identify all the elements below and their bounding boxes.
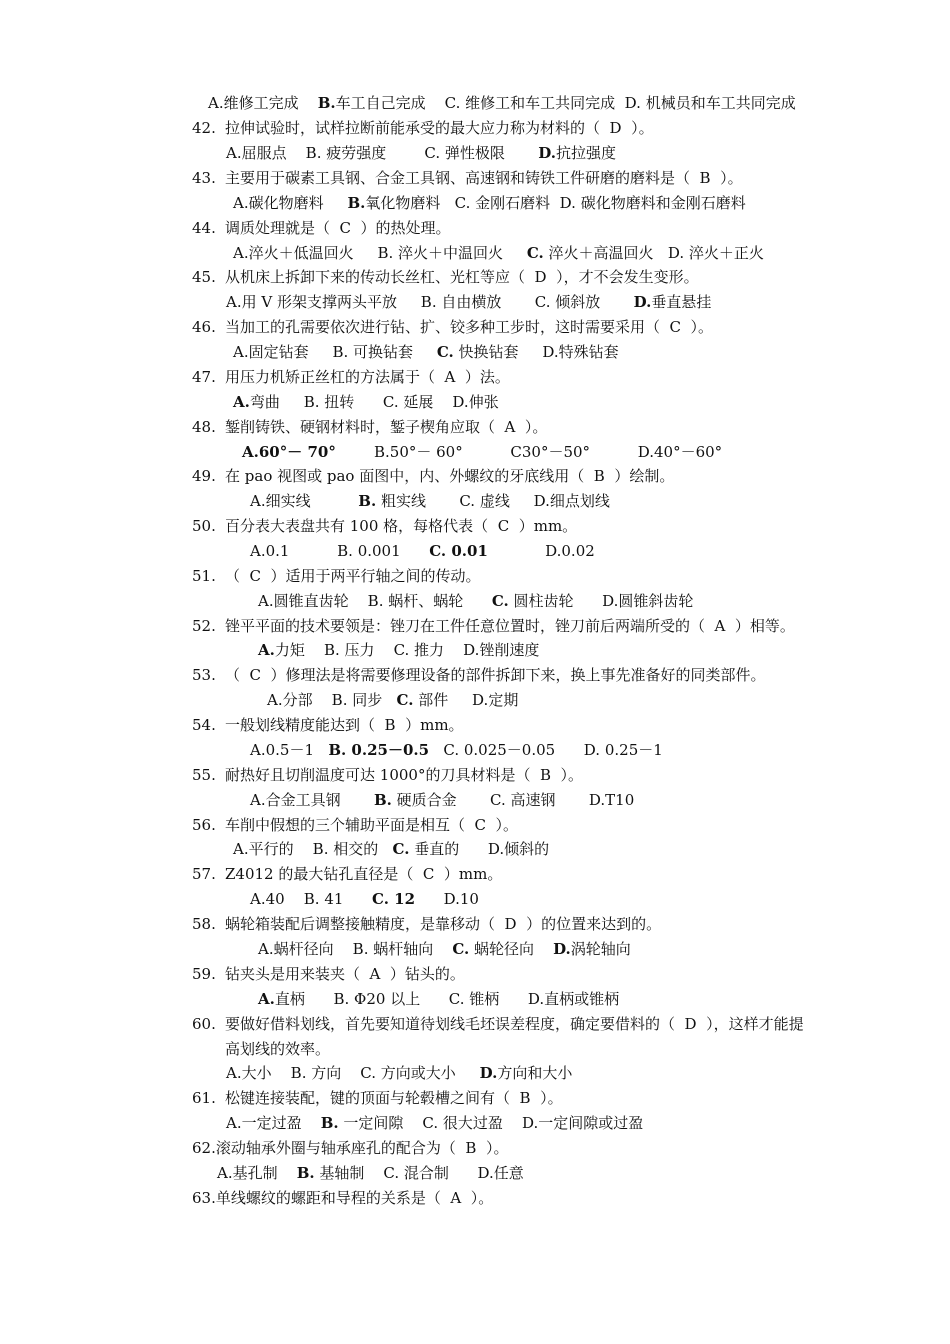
question-number: 58. <box>192 915 216 933</box>
line-text: 63.单线螺纹的螺距和导程的关系是（ A ）。 <box>192 1189 494 1207</box>
text-line <box>192 567 481 585</box>
line-text: 用压力机矫正丝杠的方法属于（ A ）法。 <box>225 368 510 386</box>
line-text: 钻夹头是用来装夹（ A ）钻头的。 <box>225 965 465 983</box>
line-text: 弯曲 B. 扭转 C. 延展 D.伸张 <box>249 393 499 411</box>
line-text: A.分部 B. 同步 <box>267 691 397 709</box>
text-line <box>250 791 634 809</box>
bold-text: B. <box>373 791 392 809</box>
line-text: A.平行的 B. 相交的 <box>233 840 393 858</box>
text-line <box>192 816 518 834</box>
question-number: 43. <box>192 169 216 187</box>
question-number: 61. <box>192 1089 216 1107</box>
bold-text: B. <box>347 194 366 212</box>
line-text: A.碳化物磨料 <box>233 194 348 212</box>
line-text: 62.滚动轴承外圈与轴承座孔的配合为（ B ）。 <box>192 1139 509 1157</box>
text-line <box>267 691 518 709</box>
line-text: 氧化物磨料 C. 金刚石磨料 D. 碳化物磨料和金刚石磨料 <box>365 194 746 212</box>
line-text: 部件 D.定期 <box>413 691 519 709</box>
line-text: 耐热好且切削温度可达 1000°的刀具材料是（ B ）。 <box>225 766 584 784</box>
line-text: （ C ）修理法是将需要修理设备的部件拆卸下来，换上事先准备好的同类部件。 <box>225 666 766 684</box>
bold-text: B. <box>320 1114 339 1132</box>
bold-text: B. <box>296 1164 315 1182</box>
text-line <box>192 865 502 883</box>
text-line <box>192 617 795 635</box>
text-line <box>192 915 661 933</box>
line-text: 锉平平面的技术要领是：锉刀在工件任意位置时，锉刀前后两端所受的（ A ）相等。 <box>225 617 795 635</box>
text-line <box>192 119 654 137</box>
text-line <box>225 1040 330 1058</box>
bold-text: D. <box>538 144 556 162</box>
question-number: 51. <box>192 567 216 585</box>
text-line <box>192 1015 804 1033</box>
line-text: A.基孔制 <box>217 1164 297 1182</box>
line-text: A.40 B. 41 <box>250 890 373 908</box>
text-line <box>192 1089 563 1107</box>
bold-text: D. <box>553 940 571 958</box>
line-text: 松键连接装配，键的顶面与轮毂槽之间有（ B ）。 <box>225 1089 563 1107</box>
question-number: 45. <box>192 268 216 286</box>
text-line <box>250 890 479 908</box>
bold-text: C. <box>491 592 509 610</box>
text-line <box>233 343 619 361</box>
line-text: 粗实线 C. 虚线 D.细点划线 <box>376 492 610 510</box>
question-number: 44. <box>192 219 216 237</box>
text-line <box>233 194 746 212</box>
text-line <box>192 716 464 734</box>
text-line <box>258 990 619 1008</box>
text-line <box>258 641 539 659</box>
bold-text: C. 12 <box>372 890 416 908</box>
bold-text: C. <box>526 244 544 262</box>
line-text: 高划线的效率。 <box>225 1040 331 1058</box>
bold-text: A. <box>233 393 250 411</box>
question-number: 46. <box>192 318 216 336</box>
line-text: 车工自己完成 C. 维修工和车工共同完成 D. 机械员和车工共同完成 <box>335 94 796 112</box>
bold-text: D. <box>633 293 652 311</box>
bold-text: B. <box>317 94 336 112</box>
text-line <box>192 517 577 535</box>
text-line <box>192 268 699 286</box>
bold-text: C. <box>396 691 414 709</box>
text-line <box>192 965 465 983</box>
line-text: D.0.02 <box>487 542 595 560</box>
text-line <box>242 443 722 461</box>
question-number: 56. <box>192 816 216 834</box>
line-text: 涡轮轴向 <box>570 940 631 958</box>
line-text: D.10 <box>415 890 479 908</box>
question-number: 42. <box>192 119 216 137</box>
line-text: Z4012 的最大钻孔直径是（ C ）mm。 <box>225 865 503 883</box>
line-text: B.50°－ 60° C30°－50° D.40°－60° <box>335 443 723 461</box>
line-text: 在 pao 视图或 pao 面图中，内、外螺纹的牙底线用（ B ）绘制。 <box>225 467 675 485</box>
line-text: A.固定钻套 B. 可换钻套 <box>233 343 437 361</box>
line-text: A.圆锥直齿轮 B. 蜗杆、蜗轮 <box>258 592 492 610</box>
question-number: 50. <box>192 517 216 535</box>
line-text: 当加工的孔需要依次进行钻、扩、铰多种工步时，这时需要采用（ C ）。 <box>225 318 714 336</box>
bold-text: D. <box>479 1064 498 1082</box>
text-line <box>208 94 796 112</box>
line-text: 抗拉强度 <box>555 144 616 162</box>
text-line <box>226 1064 572 1082</box>
text-line <box>258 940 631 958</box>
text-line <box>226 1114 643 1132</box>
question-number: 59. <box>192 965 216 983</box>
question-number: 52. <box>192 617 216 635</box>
text-line <box>250 741 663 759</box>
question-number: 49. <box>192 467 216 485</box>
line-text: 百分表大表盘共有 100 格，每格代表（ C ）mm。 <box>225 517 578 535</box>
line-text: A.用 V 形架支撑两头平放 B. 自由横放 C. 倾斜放 <box>226 293 634 311</box>
question-number: 55. <box>192 766 216 784</box>
text-line <box>226 293 711 311</box>
line-text: 蜗轮箱装配后调整接触精度，是靠移动（ D ）的位置来达到的。 <box>225 915 662 933</box>
line-text: A.维修工完成 <box>208 94 318 112</box>
text-line <box>192 1139 508 1157</box>
line-text: 车削中假想的三个辅助平面是相互（ C ）。 <box>225 816 519 834</box>
line-text: 快换钻套 D.特殊钻套 <box>453 343 619 361</box>
line-text: 一定间隙 C. 很大过盈 D.一定间隙或过盈 <box>338 1114 644 1132</box>
text-line <box>192 1189 493 1207</box>
text-line <box>192 219 451 237</box>
line-text: 要做好借料划线，首先要知道待划线毛坯误差程度，确定要借料的（ D ），这样才能提 <box>225 1015 804 1033</box>
text-line <box>217 1164 524 1182</box>
line-text: 淬火＋高温回火 D. 淬火＋正火 <box>543 244 764 262</box>
line-text: 圆柱齿轮 D.圆锥斜齿轮 <box>508 592 694 610</box>
text-line <box>250 542 595 560</box>
line-text: 一般划线精度能达到（ B ）mm。 <box>225 716 464 734</box>
line-text: A.合金工具钢 <box>250 791 374 809</box>
text-line <box>192 368 510 386</box>
line-text: 硬质合金 C. 高速钢 D.T10 <box>391 791 635 809</box>
line-text: A.大小 B. 方向 C. 方向或大小 <box>226 1064 480 1082</box>
bold-text: B. 0.25－0.5 <box>328 741 430 759</box>
text-line <box>233 244 764 262</box>
line-text: A.淬火＋低温回火 B. 淬火＋中温回火 <box>233 244 527 262</box>
bold-text: C. 0.01 <box>429 542 488 560</box>
text-line <box>192 666 766 684</box>
line-text: 力矩 B. 压力 C. 推力 D.锉削速度 <box>274 641 540 659</box>
question-number: 60. <box>192 1015 216 1033</box>
text-line <box>250 492 610 510</box>
line-text: 方向和大小 <box>497 1064 573 1082</box>
text-line <box>192 418 547 436</box>
line-text: A.一定过盈 <box>226 1114 321 1132</box>
line-text: 从机床上拆卸下来的传动长丝杠、光杠等应（ D ），才不会发生变形。 <box>225 268 699 286</box>
line-text: A.0.1 B. 0.001 <box>250 542 430 560</box>
question-number: 54. <box>192 716 216 734</box>
text-line <box>192 169 743 187</box>
question-number: 57. <box>192 865 216 883</box>
line-text: C. 0.025－0.05 D. 0.25－1 <box>429 741 663 759</box>
question-number: 47. <box>192 368 216 386</box>
line-text: 蜗轮径向 <box>469 940 554 958</box>
line-text: 垂直的 D.倾斜的 <box>409 840 550 858</box>
bold-text: B. <box>358 492 377 510</box>
bold-text: C. <box>436 343 454 361</box>
bold-text: A. <box>258 990 275 1008</box>
bold-text: A. <box>258 641 275 659</box>
line-text: 拉伸试验时，试样拉断前能承受的最大应力称为材料的（ D ）。 <box>225 119 654 137</box>
line-text: 主要用于碳素工具钢、合金工具钢、高速钢和铸铁工件研磨的磨料是（ B ）。 <box>225 169 743 187</box>
line-text: （ C ）适用于两平行轴之间的传动。 <box>225 567 481 585</box>
line-text: 基轴制 C. 混合制 D.任意 <box>314 1164 524 1182</box>
text-line <box>258 592 693 610</box>
bold-text: C. <box>452 940 470 958</box>
text-line <box>192 766 583 784</box>
text-line <box>192 467 674 485</box>
line-text: 调质处理就是（ C ）的热处理。 <box>225 219 451 237</box>
text-line <box>233 840 549 858</box>
text-line <box>226 144 616 162</box>
line-text: A.蜗杆径向 B. 蜗杆轴向 <box>258 940 453 958</box>
question-number: 53. <box>192 666 216 684</box>
line-text: 垂直悬挂 <box>651 293 712 311</box>
line-text: 直柄 B. Φ20 以上 C. 锥柄 D.直柄或锥柄 <box>274 990 620 1008</box>
question-number: 48. <box>192 418 216 436</box>
line-text: A.屈服点 B. 疲劳强度 C. 弹性极限 <box>226 144 539 162</box>
text-line <box>233 393 499 411</box>
line-text: A.细实线 <box>250 492 359 510</box>
bold-text: C. <box>392 840 410 858</box>
text-line <box>192 318 713 336</box>
line-text: A.0.5－1 <box>250 741 329 759</box>
line-text: 錾削铸铁、硬钢材料时，錾子楔角应取（ A ）。 <box>225 418 548 436</box>
bold-text: A.60°－ 70° <box>242 443 336 461</box>
